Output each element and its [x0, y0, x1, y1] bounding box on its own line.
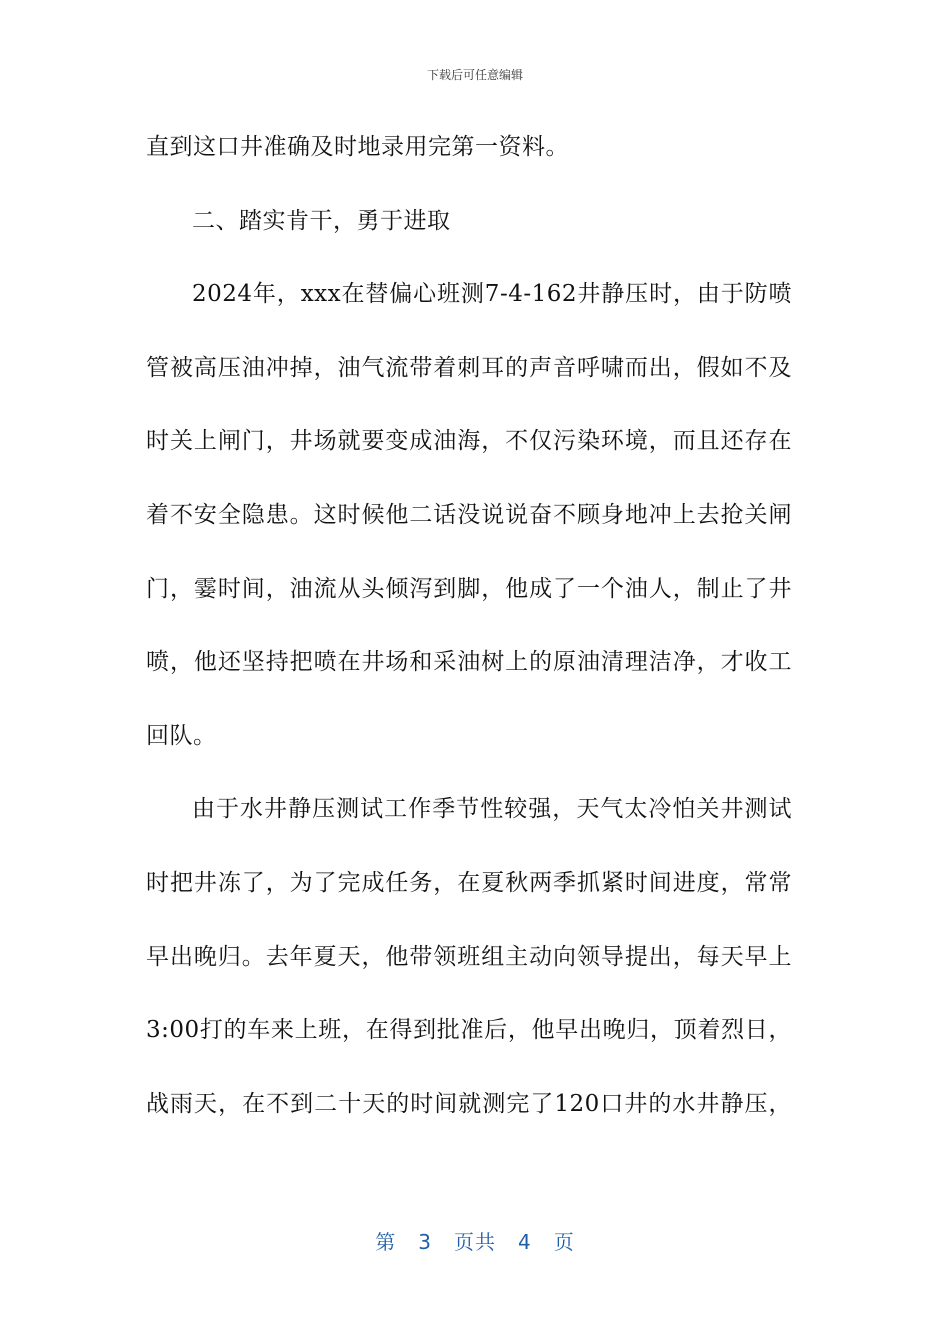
header-text: 下载后可任意编辑 [426, 68, 523, 82]
page-header [0, 66, 950, 83]
text-line: 回队。 [146, 722, 217, 749]
page-number-middle: 页共 [454, 1230, 496, 1254]
text-line: 早出晚归。去年夏天，他带领班组主动向领导提出，每天早上 [146, 943, 792, 970]
page-number-prefix: 第 [375, 1230, 397, 1254]
text-line: 时把井冻了，为了完成任务，在夏秋两季抓紧时间进度，常常 [146, 869, 792, 896]
section-heading: 二、踏实肯干，勇于进取 [192, 207, 451, 234]
page-footer [0, 1226, 950, 1255]
text-line: 3:00打的车来上班，在得到批准后，他早出晚归，顶着烈日， [146, 1017, 792, 1044]
text-line: 由于水井静压测试工作季节性较强，天气太冷怕关井测试 [192, 796, 792, 823]
text-line: 门，霎时间，油流从头倾泻到脚，他成了一个油人，制止了井 [146, 575, 792, 602]
text-line: 战雨天，在不到二十天的时间就测完了120口井的水井静压， [146, 1090, 792, 1117]
text-line: 2024年，xxx在替偏心班测7-4-162井静压时，由于防喷 [192, 281, 792, 308]
total-page-number: 4 [518, 1230, 532, 1254]
current-page-number: 3 [418, 1230, 432, 1254]
text-line: 直到这口井准确及时地录用完第一资料。 [146, 134, 569, 160]
text-line: 喷，他还坚持把喷在井场和采油树上的原油清理洁净，才收工 [146, 649, 792, 676]
document-body [146, 120, 792, 1150]
text-line: 时关上闸门，井场就要变成油海，不仅污染环境，而且还存在 [146, 428, 792, 455]
text-line: 管被高压油冲掉，油气流带着刺耳的声音呼啸而出，假如不及 [146, 354, 792, 381]
page-number-suffix: 页 [553, 1230, 575, 1254]
text-line: 着不安全隐患。这时候他二话没说说奋不顾身地冲上去抢关闸 [146, 501, 792, 528]
